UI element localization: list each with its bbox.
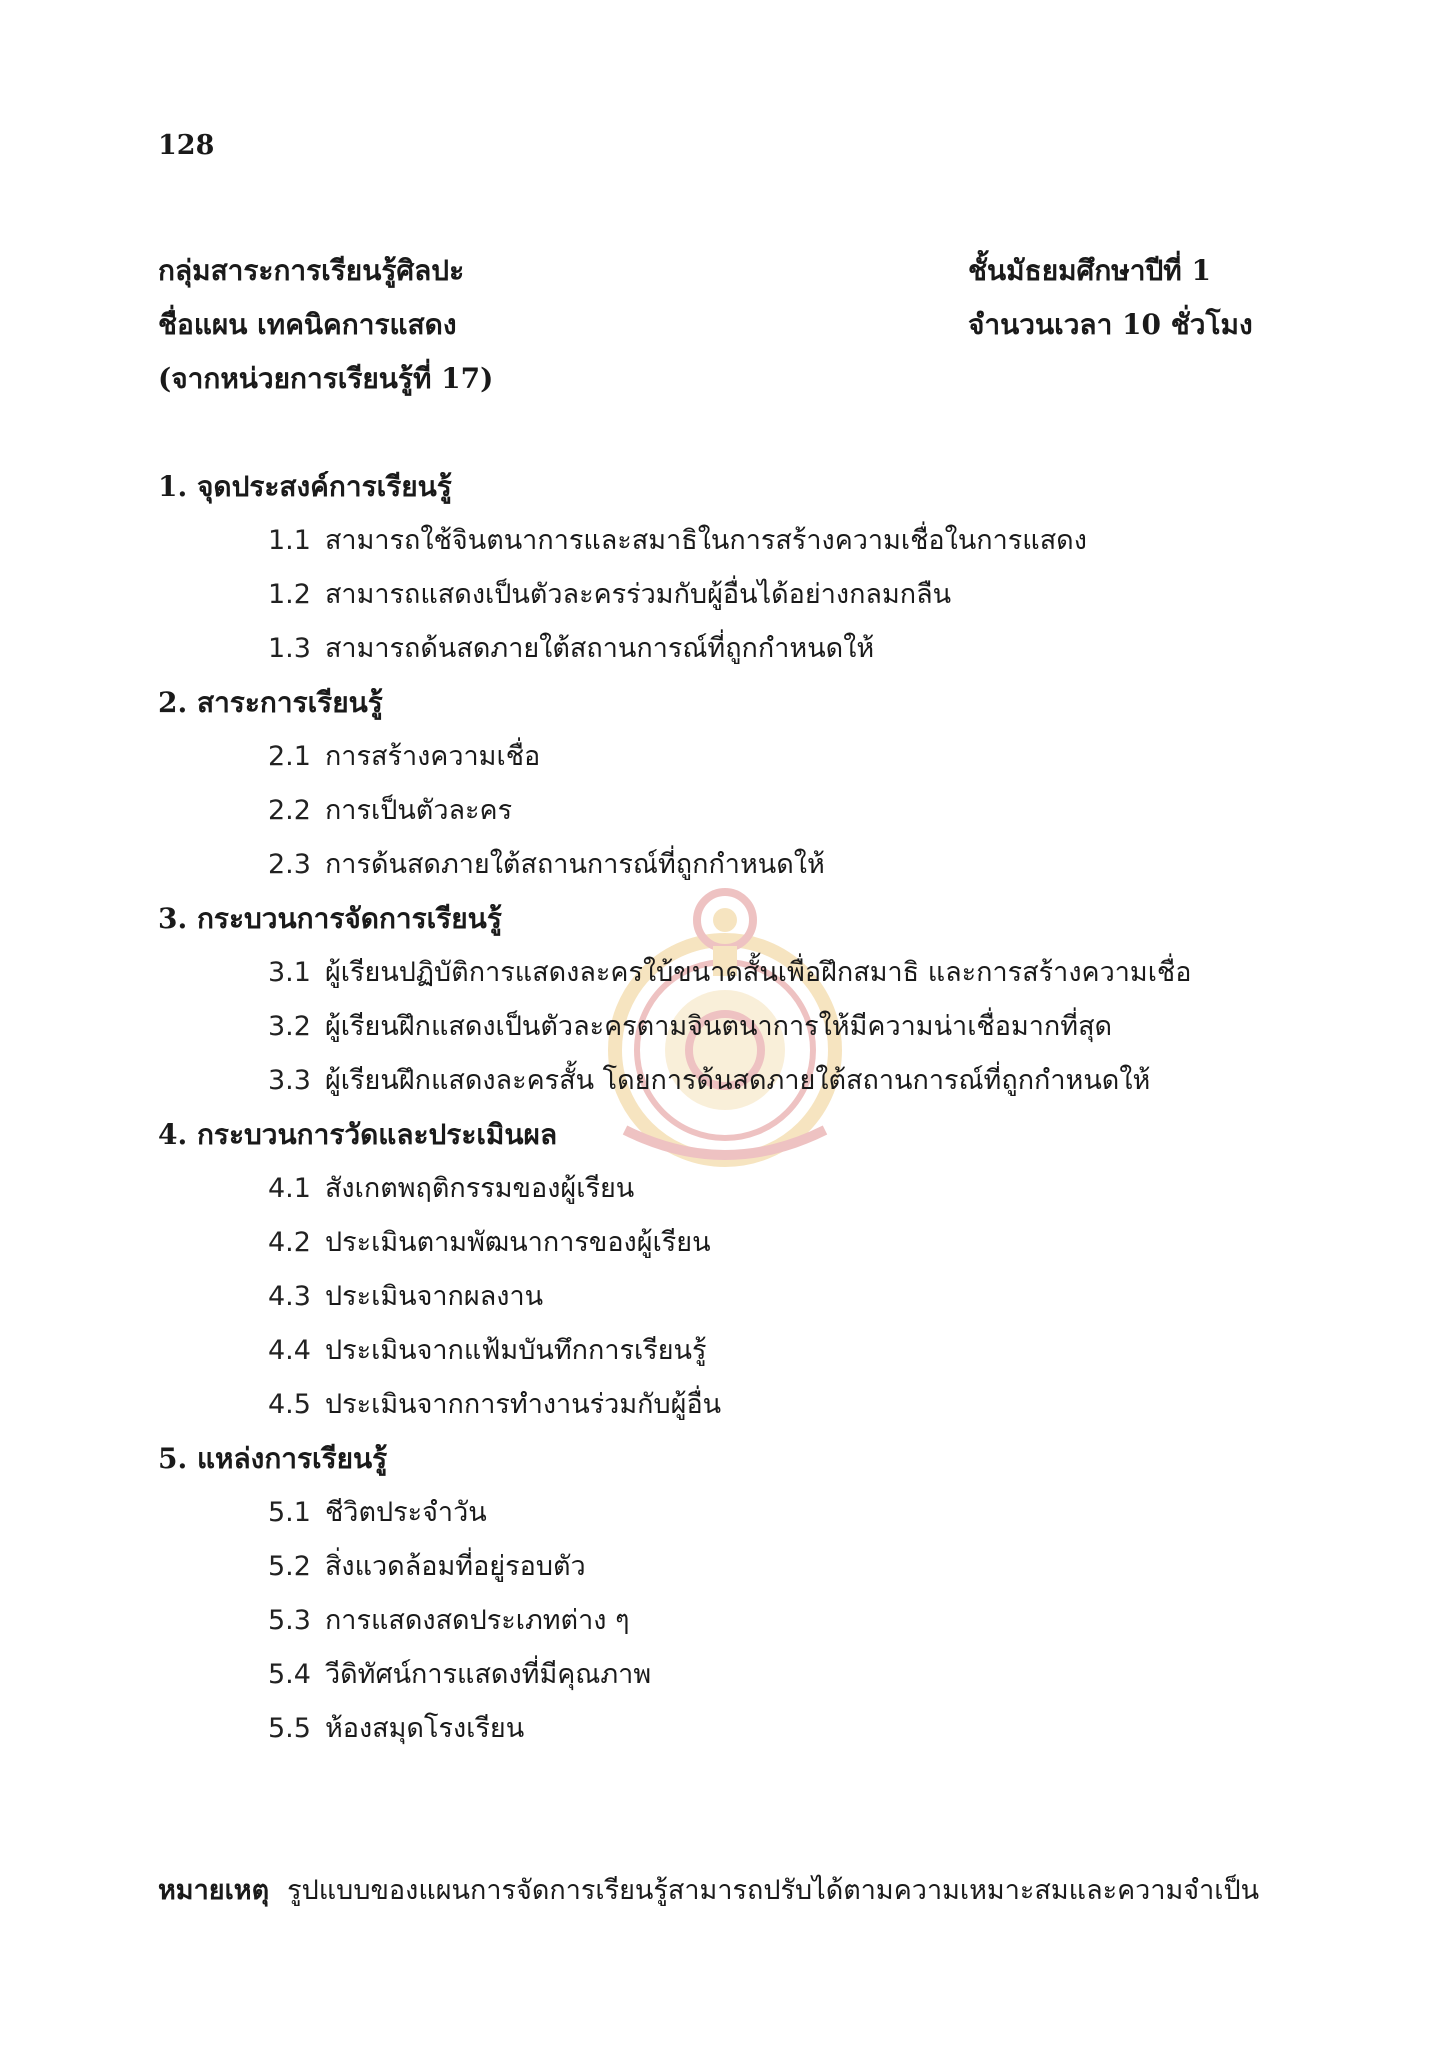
item-text: ห้องสมุดโรงเรียน (324, 1713, 525, 1744)
item-number: 3.1 (268, 957, 311, 988)
list-item (158, 1648, 1318, 1702)
item-number: 1.3 (268, 633, 311, 664)
item-text: ผู้เรียนฝึกแสดงเป็นตัวละครตามจินตนาการให้มีความน่าเชื่อมากที่สุด (324, 1011, 1113, 1042)
item-text: ผู้เรียนปฏิบัติการแสดงละครใบ้ขนาดสั้นเพื่อฝึกสมาธิ และการสร้างความเชื่อ (324, 957, 1192, 988)
item-number: 5.4 (268, 1659, 311, 1690)
list-item (158, 838, 1318, 892)
item-text: การเป็นตัวละคร (324, 795, 513, 826)
item-text: ประเมินจากผลงาน (324, 1281, 544, 1312)
page-number: 128 (158, 130, 215, 161)
item-number: 4.3 (268, 1281, 311, 1312)
item-text: สามารถแสดงเป็นตัวละครร่วมกับผู้อื่นได้อย่างกลมกลืน (324, 579, 952, 610)
item-number: 4.5 (268, 1389, 311, 1420)
duration: จำนวนเวลา 10 ชั่วโมง (968, 308, 1253, 341)
list-item (158, 1162, 1318, 1216)
item-number: 2.2 (268, 795, 311, 826)
item-text: ประเมินจากการทำงานร่วมกับผู้อื่น (324, 1389, 722, 1420)
item-text: สามารถด้นสดภายใต้สถานการณ์ที่ถูกกำหนดให้ (324, 633, 875, 664)
item-text: สังเกตพฤติกรรมของผู้เรียน (324, 1173, 635, 1204)
list-item (158, 568, 1318, 622)
item-number: 5.3 (268, 1605, 311, 1636)
section-assessment (158, 1108, 1318, 1432)
item-number: 3.3 (268, 1065, 311, 1096)
list-item (158, 1486, 1318, 1540)
header-left (158, 244, 493, 406)
list-item (158, 1378, 1318, 1432)
header-right (968, 244, 1253, 352)
item-number: 2.1 (268, 741, 311, 772)
list-item (158, 1216, 1318, 1270)
item-number: 2.3 (268, 849, 311, 880)
note-label: หมายเหตุ (158, 1875, 270, 1906)
list-item (158, 1270, 1318, 1324)
item-number: 4.1 (268, 1173, 311, 1204)
item-text: สามารถใช้จินตนาการและสมาธิในการสร้างความเชื่อในการแสดง (324, 525, 1087, 556)
section-heading: 1. จุดประสงค์การเรียนรู้ (158, 470, 452, 503)
item-text: การสร้างความเชื่อ (324, 741, 541, 772)
item-text: การแสดงสดประเภทต่าง ๆ (324, 1605, 630, 1636)
list-item (158, 1540, 1318, 1594)
list-item (158, 1324, 1318, 1378)
item-text: สิ่งแวดล้อมที่อยู่รอบตัว (324, 1551, 586, 1582)
item-text: ชีวิตประจำวัน (324, 1497, 487, 1528)
list-item (158, 730, 1318, 784)
item-text: การด้นสดภายใต้สถานการณ์ที่ถูกกำหนดให้ (324, 849, 825, 880)
item-text: ประเมินจากแฟ้มบันทึกการเรียนรู้ (324, 1335, 707, 1366)
section-process (158, 892, 1318, 1108)
item-number: 4.4 (268, 1335, 311, 1366)
list-item (158, 514, 1318, 568)
section-content (158, 676, 1318, 892)
section-heading: 4. กระบวนการวัดและประเมินผล (158, 1118, 558, 1151)
list-item (158, 1054, 1318, 1108)
item-text: วีดิทัศน์การแสดงที่มีคุณภาพ (324, 1659, 652, 1690)
section-heading: 2. สาระการเรียนรู้ (158, 686, 383, 719)
item-text: ผู้เรียนฝึกแสดงละครสั้น โดยการด้นสดภายใต้สถานการณ์ที่ถูกกำหนดให้ (324, 1065, 1151, 1096)
section-heading: 3. กระบวนการจัดการเรียนรู้ (158, 902, 502, 935)
source-unit: (จากหน่วยการเรียนรู้ที่ 17) (158, 362, 494, 395)
list-item (158, 1702, 1318, 1756)
section-resources (158, 1432, 1318, 1756)
plan-name: ชื่อแผน เทคนิคการแสดง (158, 308, 457, 341)
item-number: 5.2 (268, 1551, 311, 1582)
item-number: 3.2 (268, 1011, 311, 1042)
list-item (158, 1000, 1318, 1054)
footnote (158, 1864, 1259, 1918)
list-item (158, 622, 1318, 676)
subject-group: กลุ่มสาระการเรียนรู้ศิลปะ (158, 254, 465, 287)
item-number: 1.1 (268, 525, 311, 556)
note-text: รูปแบบของแผนการจัดการเรียนรู้สามารถปรับได้ตามความเหมาะสมและความจำเป็น (287, 1875, 1260, 1906)
section-heading: 5. แหล่งการเรียนรู้ (158, 1442, 388, 1475)
grade-level: ชั้นมัธยมศึกษาปีที่ 1 (968, 254, 1211, 287)
list-item (158, 1594, 1318, 1648)
section-objectives (158, 460, 1318, 676)
item-number: 5.5 (268, 1713, 311, 1744)
list-item (158, 946, 1318, 1000)
item-number: 4.2 (268, 1227, 311, 1258)
item-number: 5.1 (268, 1497, 311, 1528)
item-text: ประเมินตามพัฒนาการของผู้เรียน (324, 1227, 711, 1258)
plan-content (158, 460, 1318, 1756)
item-number: 1.2 (268, 579, 311, 610)
list-item (158, 784, 1318, 838)
